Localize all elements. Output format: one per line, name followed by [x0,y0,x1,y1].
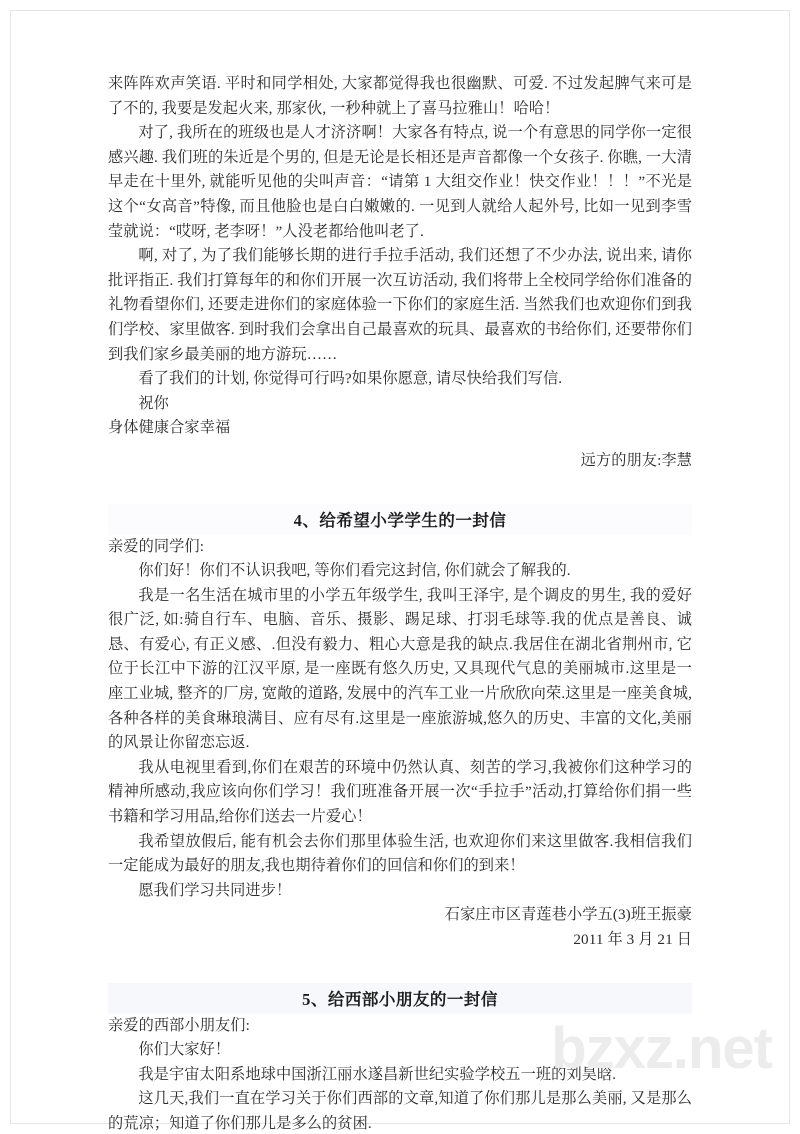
paragraph: 这几天,我们一直在学习关于你们西部的文章,知道了你们那儿是那么美丽, 又是那么的荒凉；知道了你们那儿是多么的贫困. [108,1090,692,1132]
salutation: 亲爱的同学们: [108,537,205,555]
paragraph: 啊, 对了, 为了我们能够长期的进行手拉手活动, 我们还想了不少办法, 说出来, 请你批评指正. 我们打算每年的和你们开展一次互访活动, 我们将带上全校同学给你们准备的礼物看望你们, 还要走进你们的家庭体验一下你们的家庭生活. 当然我们也欢迎你们到我们学校、家里做客. 到时我们会拿出自己最喜欢的玩具、最喜欢的书给你们, 还要带你们到我们家乡最美丽的地方游玩…… [108,247,692,363]
paragraph: 我希望放假后, 能有机会去你们那里体验生活, 也欢迎你们来这里做客.我相信我们一定能成为最好的朋友,我也期待着你们的回信和你们的到来！ [108,832,692,875]
paragraph: 对了, 我所在的班级也是人才济济啊！大家各有特点, 说一个有意思的同学你一定很感兴趣. 我们班的朱近是个男的, 但是无论是长相还是声音都像一个女孩子. 你瞧, 一大清早走在十里外, 就能听见他的尖叫声音：“请第 1 大组交作业！快交作业！！！”不光是这个“女高音”特像, 而且他脸也是白白嫩嫩的. 一见到人就给人起外号, 比如一见到李雪莹就说：“哎呀, 老李呀！”人没老都给他叫老了. [108,124,692,240]
spacer [108,441,692,449]
signature: 远方的朋友:李慧 [580,451,692,469]
spacer [108,474,692,504]
paragraph: 我从电视里看到,你们在艰苦的环境中仍然认真、刻苦的学习,我被你们这种学习的精神所感动,我应该向你们学习！我们班准备开展一次“手拉手”活动,打算给你们捐一些书籍和学习用品,给你们送去一片爱心！ [108,758,692,826]
section-heading-letter-5: 5、给西部小朋友的一封信 [108,983,692,1014]
date-line: 2011 年 3 月 21 日 [573,931,692,948]
site-watermark: bzxz.net [551,1016,772,1081]
paragraph: 来阵阵欢声笑语. 平时和同学相处, 大家都觉得我也很幽默、可爱. 不过发起脾气来可是了不的, 我要是发起火来, 那家伙, 一秒种就上了喜马拉雅山！哈哈！ [108,75,692,117]
paragraph: 你们好！你们不认识我吧, 等你们看完这封信, 你们就会了解我的. [138,562,571,580]
paragraph: 看了我们的计划, 你觉得可行吗?如果你愿意, 请尽快给我们写信. [138,370,563,388]
paragraph: 祝你 [138,394,169,412]
signature: 石家庄市区青莲巷小学五(3)班王振豪 [444,906,692,924]
closing-line: 身体健康合家幸福 [108,419,231,437]
paragraph: 愿我们学习共同进步！ [138,881,292,899]
paragraph: 你们大家好！ [138,1041,231,1059]
paragraph: 我是宇宙太阳系地球中国浙江丽水遂昌新世纪实验学校五一班的刘昊晗. [138,1065,617,1083]
section-heading-letter-4: 4、给希望小学学生的一封信 [108,504,692,535]
document-content [108,72,692,1134]
spacer [108,953,692,983]
salutation: 亲爱的西部小朋友们: [108,1016,250,1034]
paragraph: 我是一名生活在城市里的小学五年级学生, 我叫王泽宇, 是个调皮的男生, 我的爱好很广泛, 如:骑自行车、电脑、音乐、摄影、踢足球、打羽毛球等.我的优点是善良、诚恳、有爱心, 有正义感、.但没有毅力、粗心大意是我的缺点.我居住在湖北省荆州市, 它位于长江中下游的江汉平原, 是一座既有悠久历史, 又具现代气息的美丽城市.这里是一座工业城, 整齐的厂房, 宽敞的道路, 发展中的汽车工业一片欣欣向荣.这里是一座美食城, 各种各样的美食琳琅满目、应有尽有.这里是一座旅游城,悠久的历史、丰富的文化,美丽的风景让你留恋忘返. [108,586,692,752]
